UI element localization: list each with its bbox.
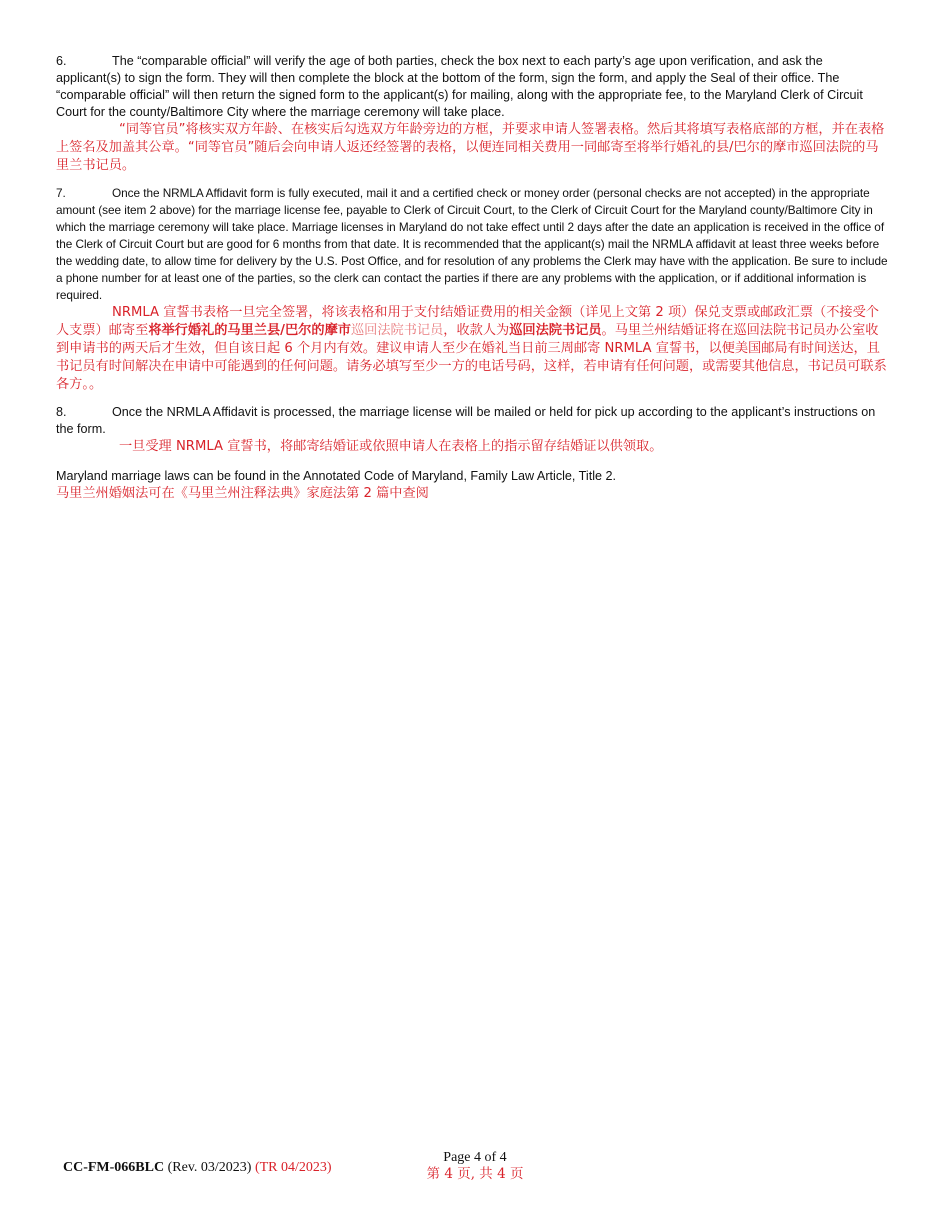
- item-6-english-text: The “comparable official” will verify the age of both parties, check the box next to each party’s age upon verification, and ask the applicant(s) to sign the form. They will then complete the block at the bottom of the form, sign the form, and apply the Seal of their office. The “comparable official” will then return the signed form to the applicant(s) for mailing, along with the appropriate fee, to the Maryland Clerk of Circuit Court for the county/Baltimore City where the marriage ceremony will take place.: [56, 54, 863, 119]
- item-7-english-part3: . Marriage licenses in Maryland do not take effect until 2 days after the date an application is received in the office of the Clerk of Circuit Court but are good for 6 months from that date. It is recommended that the applicant(s) mail the NRMLA affidavit at least three weeks before the wedding date, to allow time for delivery by the U.S. Post Office, and for resolution of any problems the Clerk may have with the application. Be sure to include a phone number for at least one of the parties, so the clerk can contact the parties if there are any problems with the application, or if additional information is required.: [56, 220, 888, 302]
- form-revision: (Rev. 03/2023): [167, 1160, 252, 1175]
- item-7-payee: Clerk of Circuit Court: [403, 203, 512, 217]
- item-7-chinese-bold: 将举行婚礼的马里兰县/巴尔的摩市: [148, 323, 351, 338]
- item-7-chinese-part2: ，收款人为: [443, 323, 510, 338]
- instruction-item-6: [56, 53, 888, 175]
- page-number-footer: [380, 1149, 570, 1183]
- item-6-number: 6.: [56, 54, 67, 68]
- item-8-chinese: 一旦受理 NRMLA 宣誓书，将邮寄结婚证或依照申请人在表格上的指示留存结婚证以供领取。: [119, 439, 663, 454]
- item-7-chinese-part3: 。马里兰州结婚证将在巡回法院书记员办公室收到申请书的两天后才生效，但自该日起 6 个月内有效。建议申请人至少在婚礼当日前三周邮寄 NRMLA 宣誓书，以便美国邮局有时间送达，且书记员有时间解决在申请中可能遇到的任何问题。请务必填写至少一方的电话号码，这样，若申请有任何问题，或需要其他信息，书记员可联系各方。。: [56, 323, 887, 392]
- item-8-english-text: Once the NRMLA Affidavit is processed, the marriage license will be mailed or held for pick up according to the applicant’s instructions on the form.: [56, 405, 876, 436]
- item-7-english-part2: , to the Clerk of Circuit Court: [511, 203, 663, 217]
- page-number-english: Page 4 of 4: [443, 1150, 507, 1165]
- item-8-english: [56, 404, 888, 438]
- item-7-chinese-payee: 巡回法院书记员: [509, 323, 602, 338]
- item-7-chinese-part1: NRMLA 宣誓书表格一旦完全签署，将该表格和用于支付结婚证费用的相关金额（详见上文第 2 项）保兑支票或邮政汇票（不接受个人支票）邮寄至: [56, 305, 879, 338]
- marriage-law-note: [56, 468, 888, 503]
- item-7-chinese: [56, 304, 888, 394]
- item-7-english: [56, 185, 888, 304]
- item-7-chinese-pale: 巡回法院书记员: [350, 323, 444, 338]
- law-note-chinese: 马里兰州婚姻法可在《马里兰州注释法典》家庭法第 2 篇中查阅: [56, 486, 429, 501]
- instruction-item-7: [56, 185, 888, 394]
- instruction-item-8: [56, 404, 888, 456]
- item-6-chinese: “同等官员”将核实双方年龄、在核实后勾选双方年龄旁边的方框，并要求申请人签署表格。然后其将填写表格底部的方框，并在表格上签名及加盖其公章。“同等官员”随后会向申请人返还经签署的表格，以便连同相关费用一同邮寄至将举行婚礼的县/巴尔的摩市巡回法院的马里兰书记员。: [56, 122, 885, 173]
- item-8-number: 8.: [56, 405, 67, 419]
- item-7-english-part1: Once the NRMLA Affidavit form is fully executed, mail it and a certified check or money order (personal checks are not accepted) in the appropriate amount (see item 2 above) for the marriage license fee, payable to: [56, 186, 870, 217]
- translation-revision: (TR 04/2023): [254, 1160, 332, 1175]
- form-code: CC-FM-066BLC: [63, 1160, 165, 1175]
- page-number-chinese: 第 4 页, 共 4 页: [426, 1166, 524, 1182]
- item-6-english: [56, 53, 888, 121]
- item-7-english-bold: for the Maryland county/Baltimore City in which the marriage ceremony will take place: [56, 203, 873, 234]
- item-7-number: 7.: [56, 186, 66, 200]
- document-body: [56, 53, 888, 503]
- form-code-footer: [63, 1160, 332, 1176]
- law-note-english: Maryland marriage laws can be found in the Annotated Code of Maryland, Family Law Article, Title 2.: [56, 469, 617, 483]
